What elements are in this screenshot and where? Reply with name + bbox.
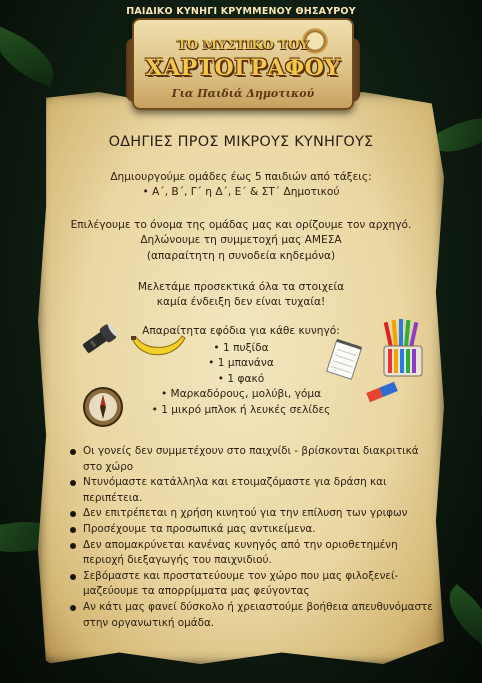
pencil-cup-icon xyxy=(378,318,428,380)
study-line: καμία ένδειξη δεν είναι τυχαία! xyxy=(156,296,326,309)
teams-line: Δημιουργούμε ομάδες έως 5 παιδιών από τάξεις: xyxy=(110,171,372,183)
supply-item: • 1 μπανάνα xyxy=(208,357,274,370)
banner-title-small: ΤΟ ΜΥΣΤΙΚΟ ΤΟΥ xyxy=(177,38,309,53)
rule-item: Οι γονείς δεν συμμετέχουν στο παιχνίδι - βρίσκονται διακριτικά στο χώρο xyxy=(74,444,436,475)
page-heading: ΟΔΗΓΙΕΣ ΠΡΟΣ ΜΙΚΡΟΥΣ ΚΥΝΗΓΟΥΣ xyxy=(108,134,374,150)
supply-item: • Μαρκαδόρους, μολύβι, γόμα xyxy=(160,388,322,401)
eraser-icon xyxy=(364,380,400,404)
notepad-icon xyxy=(322,338,366,382)
rule-item: Προσέχουμε τα προσωπικά μας αντικείμενα. xyxy=(74,522,436,538)
study-paragraph xyxy=(60,280,422,311)
rule-item: Δεν απομακρύνεται κανένας κυνηγός από την οριοθετημένη περιοχή διεξαγωγής του παιχνιδιού. xyxy=(74,538,436,569)
teams-paragraph xyxy=(60,170,422,201)
banner-top-line: ΠΑΙΔΙΚΟ ΚΥΝΗΓΙ ΚΡΥΜΜΕΝΟΥ ΘΗΣΑΥΡΟΥ xyxy=(126,6,356,17)
banana-icon xyxy=(130,330,188,362)
rule-item: Δεν επιτρέπεται η χρήση κινητού για την επίλυση των γριφων xyxy=(74,506,436,522)
team-name-paragraph xyxy=(60,218,422,264)
banner-tagline: Για Παιδιά Δημοτικού xyxy=(171,87,315,100)
study-line: Μελετάμε προσεκτικά όλα τα στοιχεία xyxy=(137,281,345,293)
teams-line: • Α΄, Β΄, Γ΄ η Δ΄, Ε΄ & ΣΤ΄ Δημοτικού xyxy=(142,186,340,199)
jungle-leaf xyxy=(0,27,64,87)
supply-item: • 1 πυξίδα xyxy=(213,341,269,354)
rule-item: Ντυνόμαστε κατάλληλα και ετοιμαζόμαστε για δράση και περιπέτεια. xyxy=(74,475,436,506)
team-name-line: (απαραίτητη η συνοδεία κηδεμόνα) xyxy=(146,249,336,262)
rule-item: Σεβόμαστε και προστατεύουμε τον χώρο που μας φιλοξενεί- μαζεύουμε τα απορρίμματα μας φεύγοντας xyxy=(74,569,436,600)
supply-item: • 1 μικρό μπλοκ ή λευκές σελίδες xyxy=(151,403,331,416)
flashlight-icon xyxy=(78,322,120,356)
supply-item: • 1 φακό xyxy=(217,372,265,385)
team-name-line: Επιλέγουμε το όνομα της ομάδας μας και ορίζουμε τον αρχηγό. xyxy=(70,219,412,231)
rule-item: Αν κάτι μας φανεί δύσκολο ή χρειαστούμε βοήθεια απευθυνόμαστε στην οργανωτική ομάδα. xyxy=(74,600,436,631)
rules-list xyxy=(74,444,436,631)
team-name-line: Δηλώνουμε τη συμμετοχή μας ΑΜΕΣΑ xyxy=(140,234,342,247)
banner-title-large: ΧΑΡΤΟΓΡΑΦΟΥ xyxy=(145,55,341,81)
supplies-title: Απαραίτητα εφόδια για κάθε κυνηγό: xyxy=(142,325,340,337)
compass-icon xyxy=(82,386,124,428)
jungle-leaf xyxy=(437,584,482,646)
